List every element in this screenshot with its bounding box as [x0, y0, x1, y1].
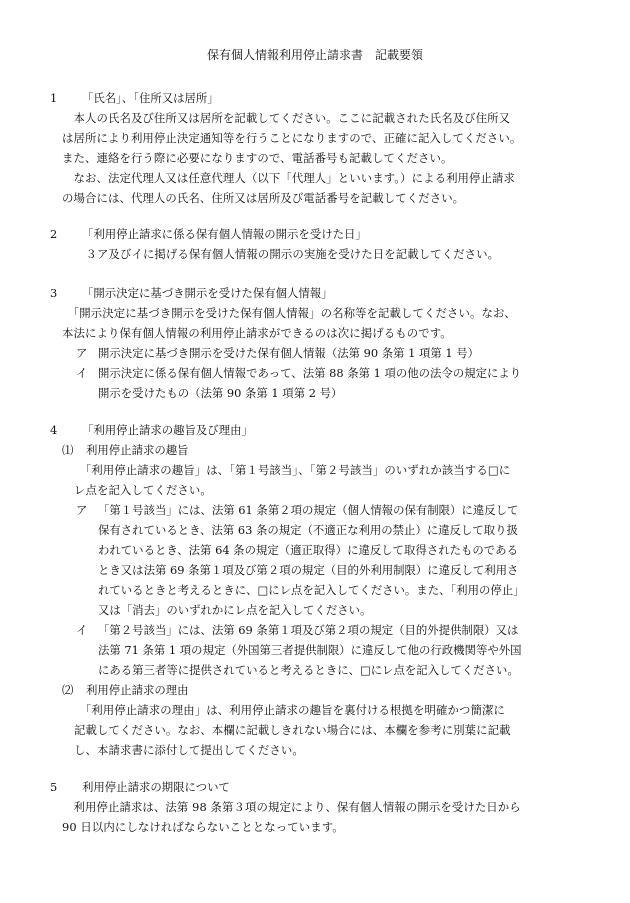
section-1-heading	[50, 88, 219, 108]
section-3-number: 3	[50, 286, 58, 300]
item-marker: イ	[76, 623, 88, 637]
section-5-title: 利用停止請求の期限について	[82, 780, 230, 794]
section-5-heading	[50, 777, 230, 797]
section-2-number: 2	[50, 227, 58, 241]
section-1-paragraph-1: 本人の氏名及び住所又は居所を記載してください。ここに記載された氏名及び住所又 は居所により利用停止決定通知等を行うことになりますので、正確に記入してください。 また、連絡を行う際に必要になりますので、電話番号も記載してください。	[62, 111, 522, 165]
item-text: 開示決定に係る保有個人情報であって、法第 88 条第 1 項の他の法令の規定により 開示を受けたもの（法第 90 条第 1 項第 2 号）	[98, 366, 522, 400]
item-marker: イ	[76, 366, 88, 380]
section-3-paragraph: 「開示決定に基づき開示を受けた保有個人情報」の名称等を記載してください。なお、 本法により保有個人情報の利用停止請求ができるのは次に掲げるものです。	[62, 306, 516, 340]
item-marker: ア	[76, 346, 88, 360]
sub-2-title: 利用停止請求の理由	[86, 683, 189, 697]
section-2-title: 「利用停止請求に係る保有個人情報の開示を受けた日」	[82, 227, 367, 241]
item-text: 「第２号該当」には、法第 69 条第１項及び第２項の規定（目的外提供制限）又は 法第 71 条第 1 項の規定（外国第三者提供制限）に違反して他の行政機関等や外国 にある第三者等に提供されていると考えるときに、□にレ点を記入してください。	[98, 623, 522, 677]
section-1-paragraph-2: なお、法定代理人又は任意代理人（以下「代理人」といいます。）による利用停止請求 の場合には、代理人の氏名、住所又は居所及び電話番号を記載してください。	[62, 171, 516, 205]
section-5-number: 5	[50, 780, 58, 794]
section-1-title: 「氏名」、「住所又は居所」	[82, 91, 219, 105]
section-5-paragraph: 利用停止請求は、法第 98 条第３項の規定により、保有個人情報の開示を受けた日から 90 日以内にしなければならないこととなっています。	[62, 800, 521, 834]
section-4-sub-1-heading	[62, 440, 189, 460]
sub-2-number: ⑵	[62, 683, 74, 697]
section-2-paragraph: ３ア及びイに掲げる保有個人情報の開示の実施を受けた日を記載してください。	[74, 247, 500, 261]
section-4-title: 「利用停止請求の趣旨及び理由」	[82, 423, 253, 437]
section-3-heading	[50, 283, 333, 303]
item-text: 「第１号該当」には、法第 61 条第２項の規定（個人情報の保有制限）に違反して 保有されているとき、法第 63 条の規定（不適正な利用の禁止）に違反して取り扱 われているとき、法第 64 条の規定（適正取得）に違反して取得されたものである とき又は法第 69 条第１項及び第２項の規定（目的外利用制限）に違反して利用さ れているときと考えるときに、□にレ点を記入してください。また、「利用の停止」 又は「消去」のいずれかにレ点を記入してください。	[98, 503, 525, 617]
section-4-sub-1-paragraph: 「利用停止請求の趣旨」は、「第１号該当」、「第２号該当」のいずれか該当する□に レ点を記入してください。	[74, 463, 511, 497]
section-2-heading	[50, 224, 367, 244]
section-4-heading	[50, 420, 253, 440]
section-3-title: 「開示決定に基づき開示を受けた保有個人情報」	[82, 286, 333, 300]
sub-1-number: ⑴	[62, 443, 74, 457]
section-4-number: 4	[50, 423, 58, 437]
page-title: 保有個人情報利用停止請求書 記載要領	[206, 48, 423, 62]
sub-1-title: 利用停止請求の趣旨	[86, 443, 189, 457]
section-4-sub-2-heading	[62, 680, 189, 700]
item-text: 開示決定に基づき開示を受けた保有個人情報（法第 90 条第 1 項第 1 号）	[98, 346, 480, 360]
item-marker: ア	[76, 503, 88, 517]
section-4-sub-2-paragraph: 「利用停止請求の理由」は、利用停止請求の趣旨を裏付ける根拠を明確かつ簡潔に 記載してください。なお、本欄に記載しきれない場合には、本欄を参考に別葉に記載 し、本請求書に添付して提出してください。	[74, 703, 511, 757]
section-1-number: 1	[50, 91, 58, 105]
